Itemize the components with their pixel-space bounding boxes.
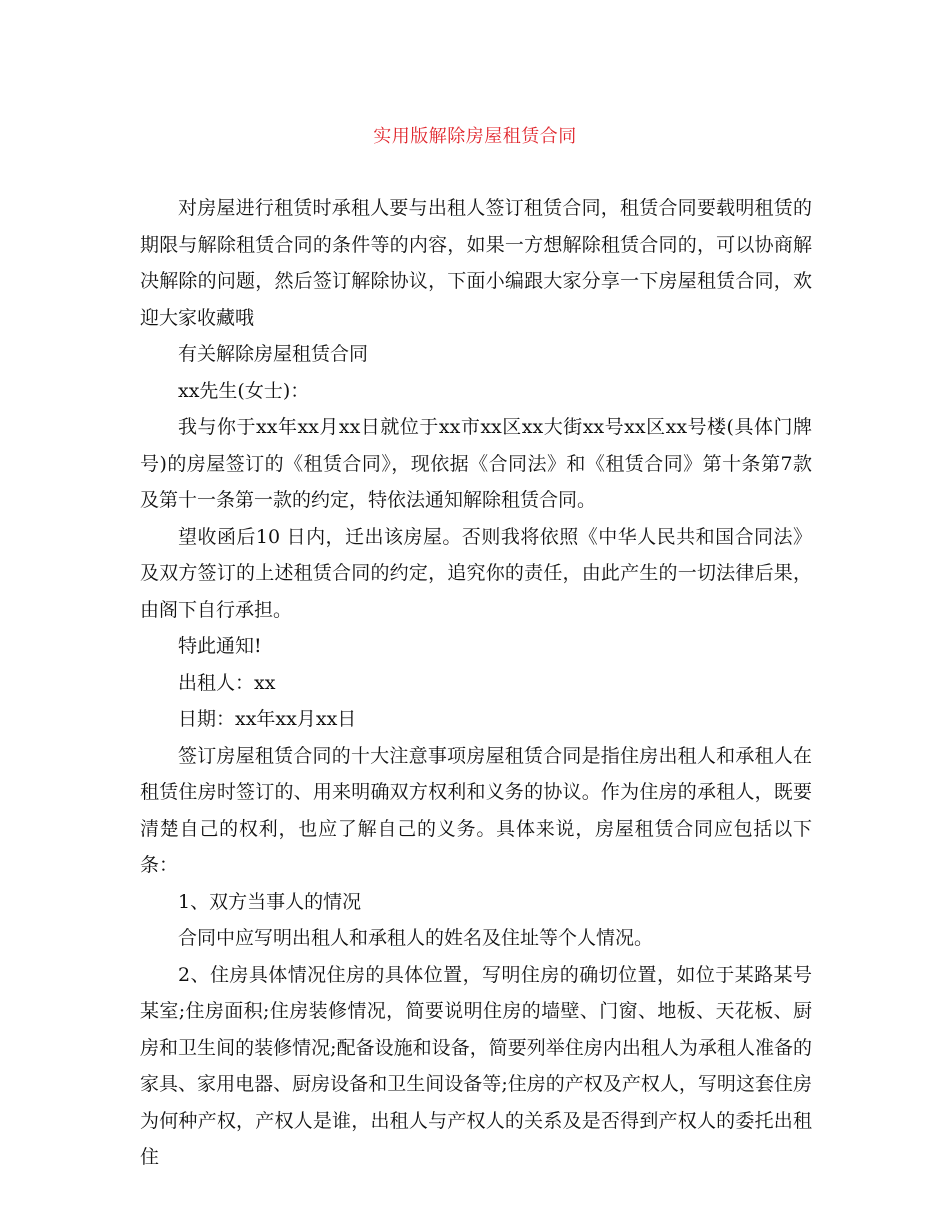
demand-paragraph: 望收函后10 日内，迁出该房屋。否则我将依照《中华人民共和国合同法》及双方签订的上述租赁合同的约定，追究你的责任，由此产生的一切法律后果，由阁下自行承担。 — [140, 525, 812, 621]
item-paragraph: 2、住房具体情况住房的具体位置，写明住房的确切位置，如位于某路某号某室;住房面积;住房装修情况，简要说明住房的墙壁、门窗、地板、天花板、厨房和卫生间的装修情况;配备设施和设备，简要列举住房内出租人为承租人准备的家具、家用电器、厨房设备和卫生间设备等;住房的产权及产权人，写明这套住房为何种产权，产权人是谁，出租人与产权人的关系及是否得到产权人的委托出租住 — [140, 963, 812, 1168]
date-line: 日期：xx年xx月xx日 — [178, 708, 357, 730]
document-body — [140, 190, 812, 1176]
document-title: 实用版解除房屋租赁合同 — [373, 126, 577, 147]
lessor-signature: 出租人：xx — [178, 671, 276, 694]
item-heading: 1、双方当事人的情况 — [178, 890, 362, 913]
notes-intro-paragraph: 签订房屋租赁合同的十大注意事项房屋租赁合同是指住房出租人和承租人在租赁住房时签订的、用来明确双方权利和义务的协议。作为住房的承租人，既要清楚自己的权利，也应了解自己的义务。具体来说，房屋租赁合同应包括以下条： — [140, 744, 812, 876]
item-body: 合同中应写明出租人和承租人的姓名及住址等个人情况。 — [178, 927, 654, 949]
notice-paragraph: 我与你于xx年xx月xx日就位于xx市xx区xx大街xx号xx区xx号楼(具体门牌号)的房屋签订的《租赁合同》，现依据《合同法》和《租赁合同》第十条第7款及第十一条第一款的约定，特依法通知解除租赁合同。 — [140, 416, 812, 511]
salutation: xx先生(女士)： — [178, 379, 310, 402]
closing-line: 特此通知! — [178, 635, 262, 657]
intro-paragraph: 对房屋进行租赁时承租人要与出租人签订租赁合同，租赁合同要载明租赁的期限与解除租赁合同的条件等的内容，如果一方想解除租赁合同的，可以协商解决解除的问题，然后签订解除协议，下面小编跟大家分享一下房屋租赁合同，欢迎大家收藏哦 — [140, 197, 812, 329]
section-heading: 有关解除房屋租赁合同 — [178, 343, 369, 365]
